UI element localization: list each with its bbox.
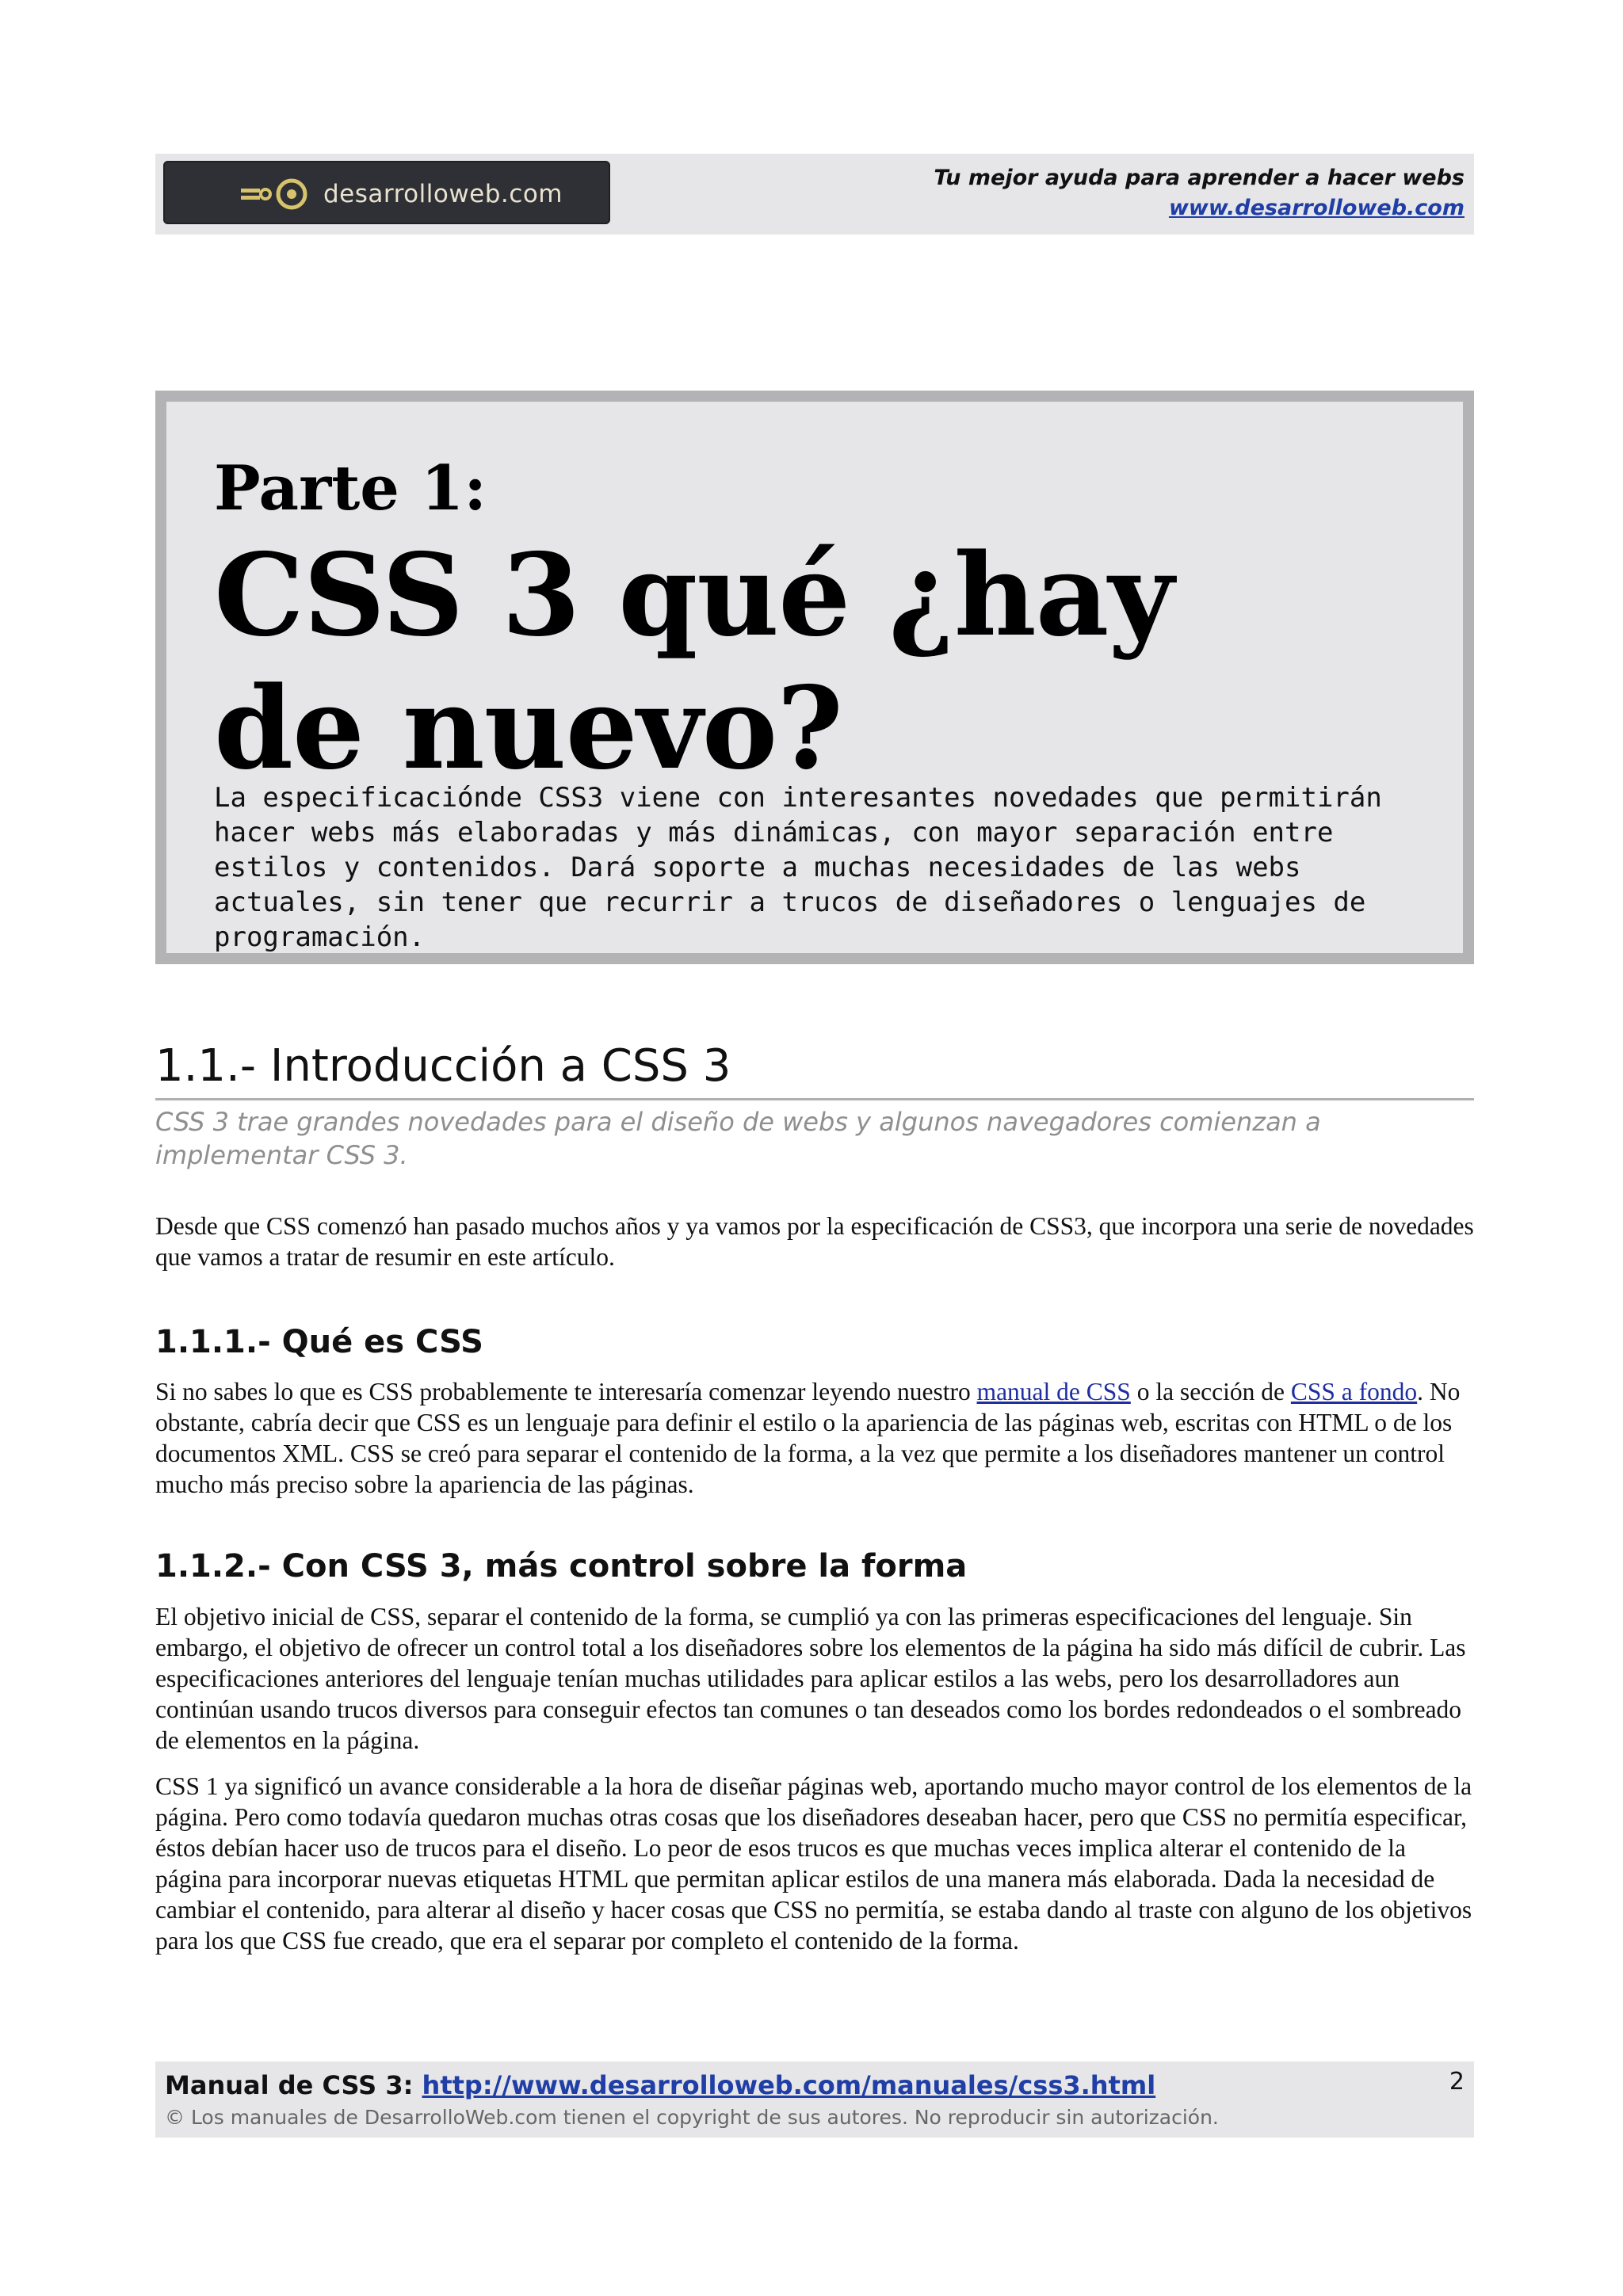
footer-title — [165, 2068, 1155, 2103]
tagline-text: Tu mejor ayuda para aprender a hacer webs — [934, 166, 1465, 190]
manual-css-link[interactable]: manual de CSS — [976, 1378, 1131, 1405]
site-logo[interactable] — [163, 161, 610, 224]
logo-icon — [239, 178, 319, 210]
paragraph-text: o la sección de — [1130, 1378, 1291, 1405]
paragraph-text: Si no sabes lo que es CSS probablemente te interesaría comenzar leyendo nuestro — [155, 1378, 977, 1405]
page-footer — [155, 2061, 1474, 2138]
manual-url-link[interactable]: http://www.desarrolloweb.com/manuales/css3.html — [422, 2070, 1156, 2100]
chapter-title: CSS 3 qué ¿hay de nuevo? — [214, 528, 1174, 795]
section-title: 1.1.- Introducción a CSS 3 — [155, 1038, 1474, 1100]
chapter-box — [155, 391, 1474, 964]
subsection-paragraph-2: El objetivo inicial de CSS, separar el contenido de la forma, se cumplió ya con las primeras especificaciones del lenguaje. Sin embargo, el objetivo de ofrecer un control total a los diseñadores sobre los elementos de la página ha sido más difícil de cubrir. Las especificaciones anteriores del lenguaje tenían muchas utilidades para aplicar estilos a las webs, pero los desarrolladores aun continúan usando trucos diversos para conseguir efectos tan comunes o tan deseados como los bordes redondeados o el sombreado de elementos en la página. — [155, 1603, 1466, 1754]
section-paragraph: Desde que CSS comenzó han pasado muchos años y ya vamos por la especificación de CSS3, que incorpora una serie de novedades que vamos a tratar de resumir en este artículo. — [155, 1212, 1474, 1271]
subsection-paragraph-1 — [155, 1376, 1474, 1500]
subsection-title-2: 1.1.2.- Con CSS 3, más control sobre la forma — [155, 1548, 968, 1585]
header-tagline — [934, 163, 1465, 223]
section-subtitle: CSS 3 trae grandes novedades para el diseño de webs y algunos navegadores comienzan a implementar CSS 3. — [155, 1107, 1321, 1170]
part-label: Parte 1: — [214, 452, 487, 524]
chapter-intro: La especificacióndе CSS3 viene con interesantes novedades que permitirán hacer webs más elaboradas y más dinámicas, con mayor separación entre estilos y contenidos. Dará soporte a muchas necesidades de las webs actuales, sin tener que recurrir a trucos de diseñadores o lenguajes de programación. — [214, 782, 1382, 953]
subsection-paragraph-3: CSS 1 ya significó un avance considerable a la hora de diseñar páginas web, aportando mucho mayor control de los elementos de la página. Pero como todavía quedaron muchas otras cosas que los diseñadores deseaban hacer, pero que CSS no permitía especificar, éstos debían hacer uso de trucos para el diseño. Lo peor de esos trucos es que muchas veces implica alterar el contenido de la página para incorporar nuevas etiquetas HTML que permitan aplicar estilos de una manera más elaborada. Dada la necesidad de cambiar el contenido, para alterar al diseño y hacer cosas que CSS no permitía, se estaba dando al traste con alguno de los objetivos para los que CSS fue creado, que era el separar por completo el contenido de la forma. — [155, 1772, 1472, 1955]
page-header — [155, 154, 1474, 235]
copyright-text: © Los manuales de DesarrolloWeb.com tienen el copyright de sus autores. No reproducir sin autorización. — [165, 2106, 1219, 2129]
css-a-fondo-link[interactable]: CSS a fondo — [1290, 1378, 1418, 1405]
subsection-title-1: 1.1.1.- Qué es CSS — [155, 1324, 483, 1360]
logo-text: desarrolloweb.com — [323, 180, 563, 208]
page-number: 2 — [1449, 2068, 1465, 2096]
paragraph-text: . No obstante, cabría decir que CSS es un lenguaje para definir el estilo o la apariencia de las páginas web, escritas con HTML o de los documentos XML. CSS se creó para separar el contenido de la forma, a la vez que permite a los diseñadores mantener un control mucho más preciso sobre la apariencia de las páginas. — [155, 1378, 1461, 1498]
footer-label: Manual de CSS 3: — [165, 2070, 422, 2100]
site-url-link[interactable]: www.desarrolloweb.com — [1168, 196, 1465, 220]
